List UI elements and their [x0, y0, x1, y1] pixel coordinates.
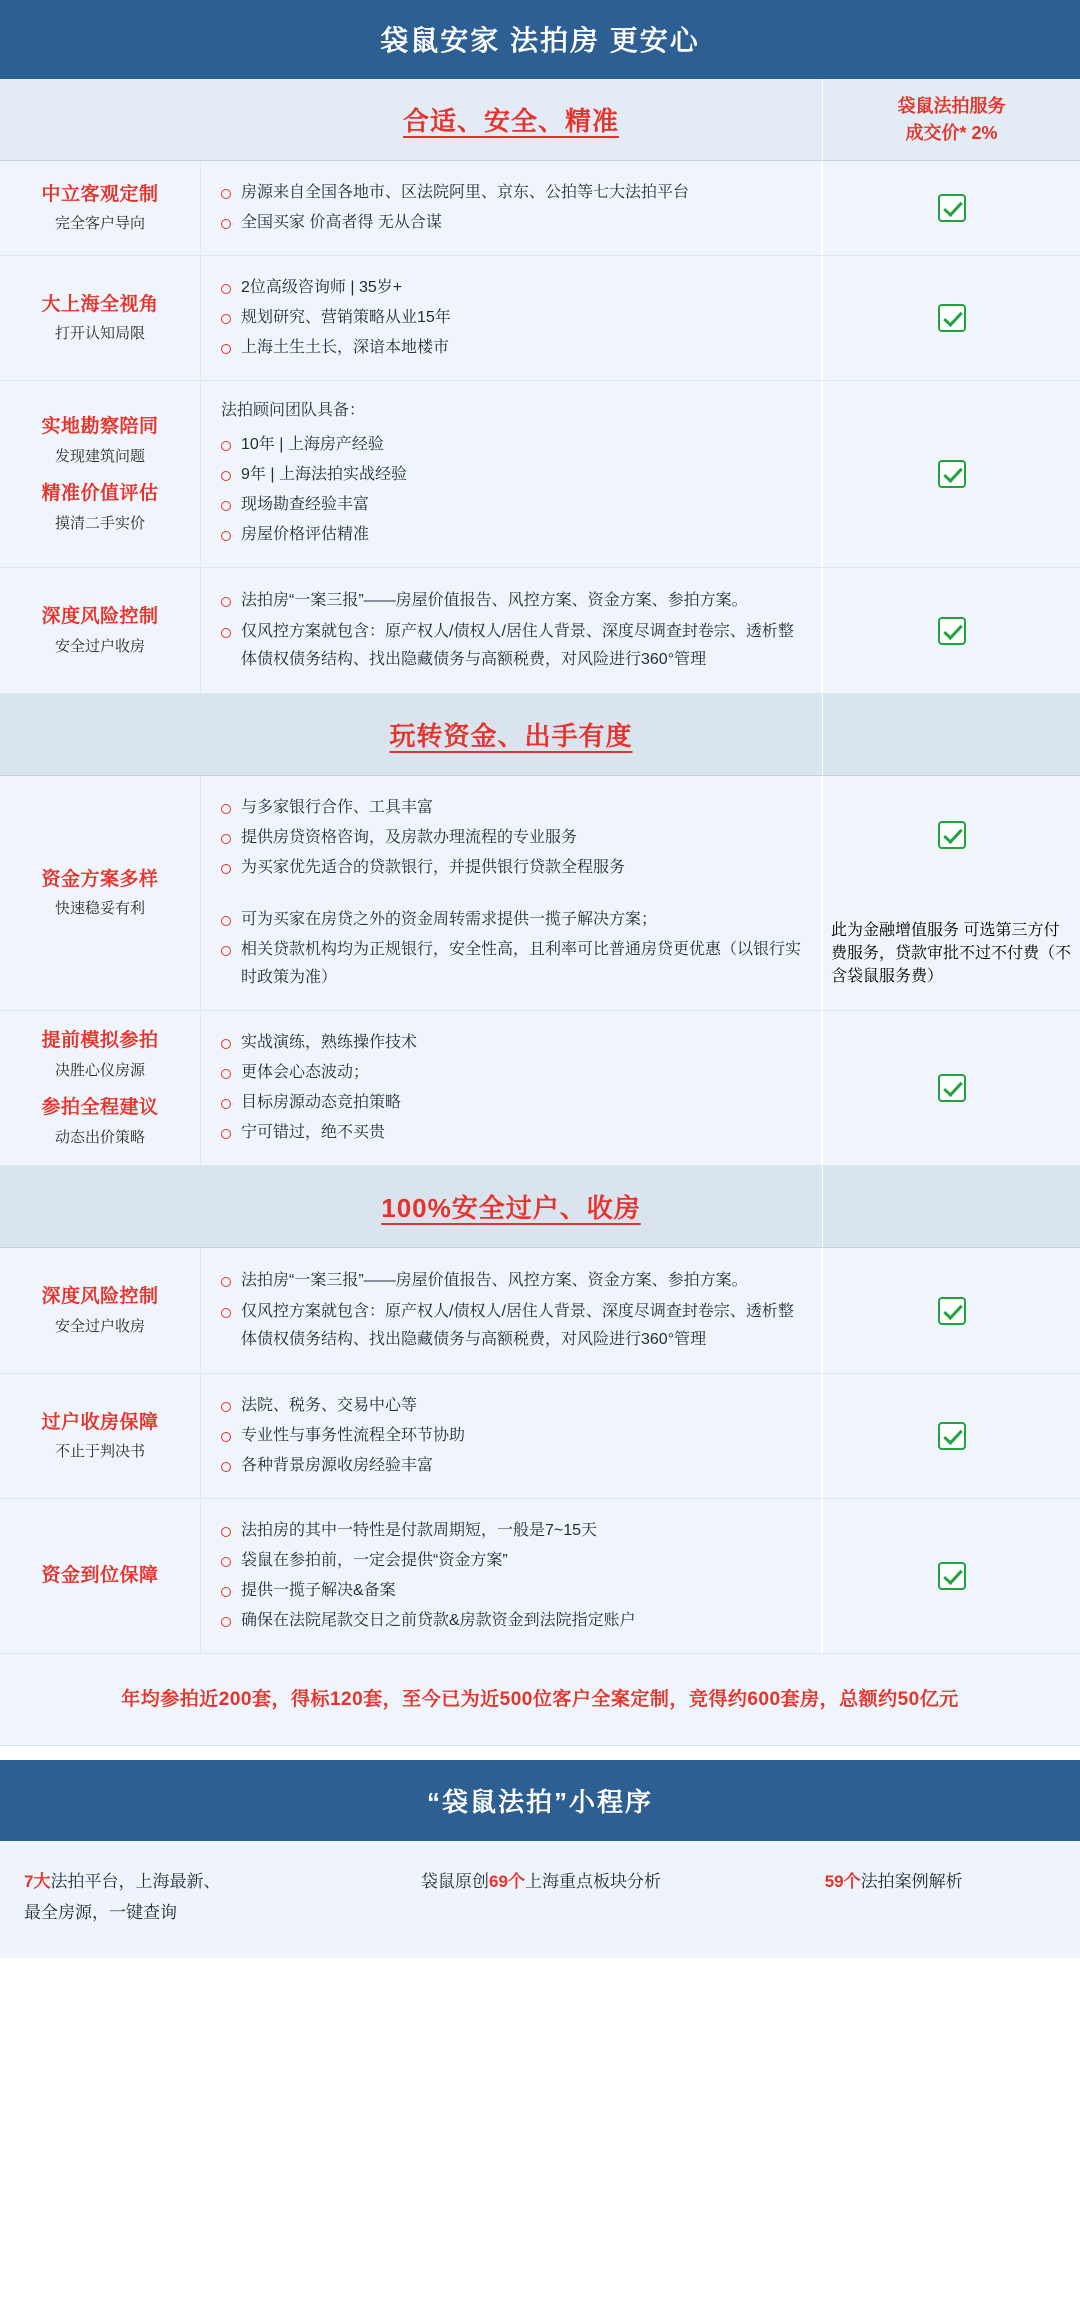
list-item: 仅风控方案就包含：原产权人/债权人/居住人背景、深度尽调查封卷宗、透析整体债权债务结构、找出隐藏债务与高额税费，对风险进行360°管理 [219, 618, 803, 674]
list-item: 宁可错过，绝不买贵 [219, 1119, 803, 1147]
label-sub: 决胜心仪房源 [54, 1062, 145, 1079]
label-sub: 打开认知局限 [54, 325, 145, 343]
bullet-list [219, 1390, 803, 1482]
row-check-cell [822, 568, 1080, 693]
table-row [0, 568, 1080, 694]
list-item: 上海土生土长，深谙本地楼市 [219, 334, 803, 362]
section-title-3: 100%安全过户、收房 [381, 1193, 641, 1223]
section-header-right [822, 1166, 1080, 1247]
label-sub: 完全客户导向 [54, 215, 145, 233]
list-item: 规划研究、营销策略从业15年 [219, 304, 803, 332]
section-title-2: 玩转资金、出手有度 [389, 721, 633, 751]
row-label-cell [0, 1374, 200, 1498]
label-sub: 安全过户收房 [54, 637, 145, 655]
label-group [41, 867, 158, 920]
label-main: 提前模拟参拍 [41, 1030, 159, 1052]
row-content-cell [200, 256, 822, 380]
section-title-container [200, 694, 822, 775]
list-item: 2位高级咨询师 | 35岁+ [219, 274, 803, 302]
check-icon [938, 821, 966, 849]
footer-text-2a: 袋鼠原创 [421, 1872, 490, 1891]
row-content-cell [200, 1499, 822, 1653]
spacer [219, 884, 803, 904]
footer-title: “袋鼠法拍”小程序 [0, 1760, 1080, 1841]
footer-text-3: 法拍案例解析 [860, 1872, 963, 1891]
row-check-cell [822, 161, 1080, 255]
label-group [41, 604, 158, 657]
label-main: 过户收房保障 [41, 1411, 159, 1433]
row-check-cell [822, 1248, 1080, 1373]
row-content-cell [200, 1011, 822, 1165]
row-check-cell [823, 776, 1080, 893]
section-header-spacer [0, 694, 200, 775]
list-item: 确保在法院尾款交日之前贷款&房款资金到法院指定账户 [219, 1607, 803, 1635]
label-sub: 安全过户收房 [54, 1317, 145, 1335]
price-label-line1: 袋鼠法拍服务 [897, 95, 1006, 116]
label-main: 精准价值评估 [41, 483, 159, 504]
label-sub: 快速稳妥有利 [54, 900, 145, 918]
footer-text-2b: 上海重点板块分析 [524, 1872, 661, 1891]
list-item: 9年 | 上海法拍实战经验 [219, 461, 803, 489]
row-label-cell [0, 381, 200, 567]
list-item: 提供房贷资格咨询，及房款办理流程的专业服务 [219, 824, 803, 852]
label-main: 实地勘察陪同 [41, 416, 159, 438]
footer-num-3: 59个 [824, 1872, 861, 1891]
label-group [41, 1410, 158, 1463]
row-label-cell [0, 1011, 200, 1165]
row-label-cell [0, 568, 200, 693]
row-content-cell [200, 776, 822, 1010]
table-row [0, 1499, 1080, 1654]
list-item: 房源来自全国各地市、区法院阿里、京东、公拍等七大法拍平台 [219, 179, 803, 207]
section-header-3 [0, 1166, 1080, 1248]
list-item: 法院、税务、交易中心等 [219, 1392, 803, 1420]
summary-statistics: 年均参拍近200套，得标120套，至今已为近500位客户全案定制，竞得约600套房，总额约50亿元 [0, 1654, 1080, 1746]
row-right-split [822, 776, 1080, 1010]
row-label-cell [0, 776, 200, 1010]
list-item: 更体会心态波动； [219, 1059, 803, 1087]
check-icon [938, 1074, 966, 1102]
list-item: 与多家银行合作、工具丰富 [219, 794, 803, 822]
table-row [0, 381, 1080, 568]
bullet-list-secondary [219, 904, 803, 994]
section-header-1 [0, 79, 1080, 161]
table-row [0, 776, 1080, 1011]
footer-num-2: 69个 [489, 1872, 525, 1891]
row-label-cell [0, 1248, 200, 1373]
check-icon [938, 304, 966, 332]
list-item: 可为买家在房贷之外的资金周转需求提供一揽子解决方案； [219, 906, 803, 934]
row-check-cell [822, 1374, 1080, 1498]
label-main: 资金到位保障 [41, 1564, 159, 1586]
check-icon [938, 460, 966, 488]
list-item: 相关贷款机构均为正规银行，安全性高，且利率可比普通房贷更优惠（以银行实时政策为准） [219, 936, 803, 992]
label-group [41, 1028, 158, 1081]
list-item: 现场勘查经验丰富 [219, 491, 803, 519]
row-label-cell [0, 161, 200, 255]
label-main: 深度风险控制 [41, 606, 159, 628]
bullet-list [219, 792, 803, 884]
footer-text-1a: 法拍平台，上海最新、 [50, 1872, 221, 1891]
list-item: 袋鼠在参拍前，一定会提供“资金方案” [219, 1547, 803, 1575]
section-title-container [200, 1166, 822, 1247]
check-icon [938, 194, 966, 222]
bullet-list [219, 429, 803, 551]
bullet-list [219, 272, 803, 364]
list-item: 房屋价格评估精准 [219, 521, 803, 549]
row-label-cell [0, 1499, 200, 1653]
label-group [41, 1284, 158, 1337]
label-main: 资金方案多样 [41, 868, 159, 890]
section-header-2 [0, 694, 1080, 776]
bullet-list [219, 1264, 803, 1357]
list-item: 法拍房“一案三报”——房屋价值报告、风控方案、资金方案、参拍方案。 [219, 1267, 803, 1295]
row-check-cell [822, 1011, 1080, 1165]
footer-column-1 [10, 1867, 365, 1928]
row-content-cell [200, 381, 822, 567]
footer-num-1: 7大 [24, 1872, 51, 1891]
note-text [831, 917, 1072, 986]
check-icon [938, 1422, 966, 1450]
page-title: 袋鼠安家 法拍房 更安心 [0, 0, 1080, 79]
table-row [0, 256, 1080, 381]
label-sub: 摸清二手实价 [54, 514, 145, 532]
row-check-cell [822, 1499, 1080, 1653]
section-header-spacer [0, 1166, 200, 1247]
list-item: 目标房源动态竞拍策略 [219, 1089, 803, 1117]
list-item: 为买家优先适合的贷款银行，并提供银行贷款全程服务 [219, 854, 803, 882]
label-group [41, 182, 158, 235]
table-row [0, 1374, 1080, 1499]
list-item: 10年 | 上海房产经验 [219, 431, 803, 459]
label-sub: 不止于判决书 [54, 1443, 145, 1461]
section-header-spacer [0, 79, 200, 160]
table-row [0, 1011, 1080, 1166]
label-group [41, 481, 158, 534]
label-group [41, 1563, 158, 1590]
list-item: 法拍房的其中一特性是付款周期短，一般是7~15天 [219, 1517, 803, 1545]
list-item: 提供一揽子解决&备案 [219, 1577, 803, 1605]
footer-columns [0, 1841, 1080, 1958]
label-main: 深度风险控制 [41, 1286, 159, 1308]
section-header-right [822, 694, 1080, 775]
list-item: 各种背景房源收房经验丰富 [219, 1452, 803, 1480]
row-content-cell [200, 568, 822, 693]
list-item: 全国买家 价高者得 无从合谋 [219, 209, 803, 237]
label-main: 大上海全视角 [41, 293, 159, 315]
label-main: 中立客观定制 [41, 183, 159, 205]
row-content-cell [200, 161, 822, 255]
footer-column-2 [365, 1867, 718, 1928]
row-content-cell [200, 1248, 822, 1373]
row-content-cell [200, 1374, 822, 1498]
bullet-list [219, 177, 803, 239]
table-row [0, 1248, 1080, 1374]
bullet-list [219, 1027, 803, 1149]
price-column-header [822, 79, 1080, 160]
row-check-cell [822, 256, 1080, 380]
check-icon [938, 617, 966, 645]
bullet-list [219, 1515, 803, 1637]
label-group [41, 1095, 158, 1148]
price-label-line2: 成交价* 2% [905, 122, 998, 143]
list-item: 仅风控方案就包含：原产权人/债权人/居住人背景、深度尽调查封卷宗、透析整体债权债务结构、找出隐藏债务与高额税费，对风险进行360°管理 [219, 1298, 803, 1354]
check-icon [938, 1297, 966, 1325]
label-main: 参拍全程建议 [41, 1097, 159, 1118]
lead-text: 法拍顾问团队具备： [221, 402, 366, 419]
row-label-cell [0, 256, 200, 380]
row-note-cell [823, 893, 1080, 1010]
label-group [41, 414, 158, 467]
table-row [0, 161, 1080, 256]
row-check-cell [822, 381, 1080, 567]
check-icon [938, 1562, 966, 1590]
label-sub: 发现建筑问题 [54, 448, 145, 465]
note-content: 此为金融增值服务 可选第三方付费服务，贷款审批不过不付费（不含袋鼠服务费） [831, 922, 1072, 985]
list-item: 专业性与事务性流程全环节协助 [219, 1422, 803, 1450]
footer-text-1b: 最全房源，一键查询 [24, 1902, 177, 1922]
footer-column-3 [717, 1867, 1070, 1928]
section-title-1: 合适、安全、精准 [402, 106, 619, 136]
label-group [41, 292, 158, 345]
label-sub: 动态出价策略 [54, 1128, 145, 1146]
list-item: 法拍房“一案三报”——房屋价值报告、风控方案、资金方案、参拍方案。 [219, 587, 803, 615]
list-item: 实战演练，熟练操作技术 [219, 1029, 803, 1057]
section-title-container [200, 79, 822, 160]
bullet-list [219, 584, 803, 677]
